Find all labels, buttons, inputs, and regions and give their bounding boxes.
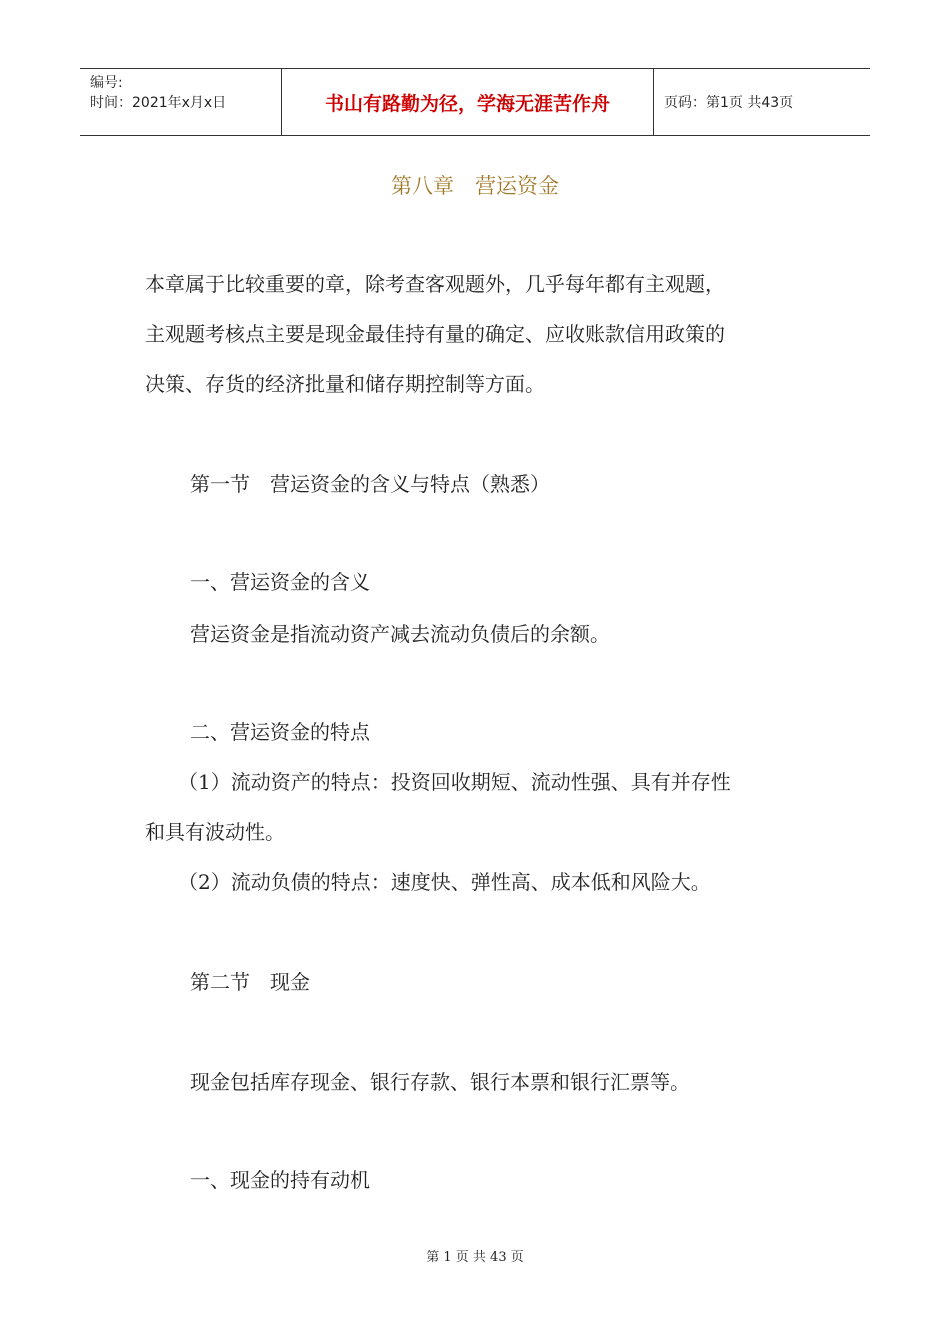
header-motto: 书山有路勤为径，学海无涯苦作舟: [282, 69, 654, 135]
subheading-features: 二、营运资金的特点: [190, 720, 370, 744]
chapter-title: 第八章 营运资金: [391, 174, 559, 198]
feature-item-1-cont: 和具有波动性。: [145, 820, 285, 844]
paragraph-cash: 现金包括库存现金、银行存款、银行本票和银行汇票等。: [190, 1070, 690, 1094]
feature-item-2: （2）流动负债的特点：速度快、弹性高、成本低和风险大。: [178, 870, 711, 894]
document-header: [80, 68, 870, 136]
paragraph-definition: 营运资金是指流动资产减去流动负债后的余额。: [190, 622, 610, 646]
page-footer: 第 1 页 共 43 页: [426, 1250, 524, 1265]
subheading-cash-motives: 一、现金的持有动机: [190, 1168, 370, 1192]
section-heading-2: 第二节 现金: [190, 970, 310, 994]
header-page-info: 页码：第1页 共43页: [664, 95, 794, 111]
intro-line-1: 本章属于比较重要的章，除考查客观题外，几乎每年都有主观题，: [145, 272, 725, 296]
header-number-label: 编号:: [90, 75, 123, 91]
intro-line-2: 主观题考核点主要是现金最佳持有量的确定、应收账款信用政策的: [145, 322, 725, 346]
header-meta: [80, 69, 282, 135]
intro-line-3: 决策、存货的经济批量和储存期控制等方面。: [145, 372, 545, 396]
subheading-meaning: 一、营运资金的含义: [190, 570, 370, 594]
feature-item-1: （1）流动资产的特点：投资回收期短、流动性强、具有并存性: [178, 770, 731, 794]
header-date: 时间：2021年x月x日: [90, 95, 227, 111]
section-heading-1: 第一节 营运资金的含义与特点（熟悉）: [190, 472, 550, 496]
